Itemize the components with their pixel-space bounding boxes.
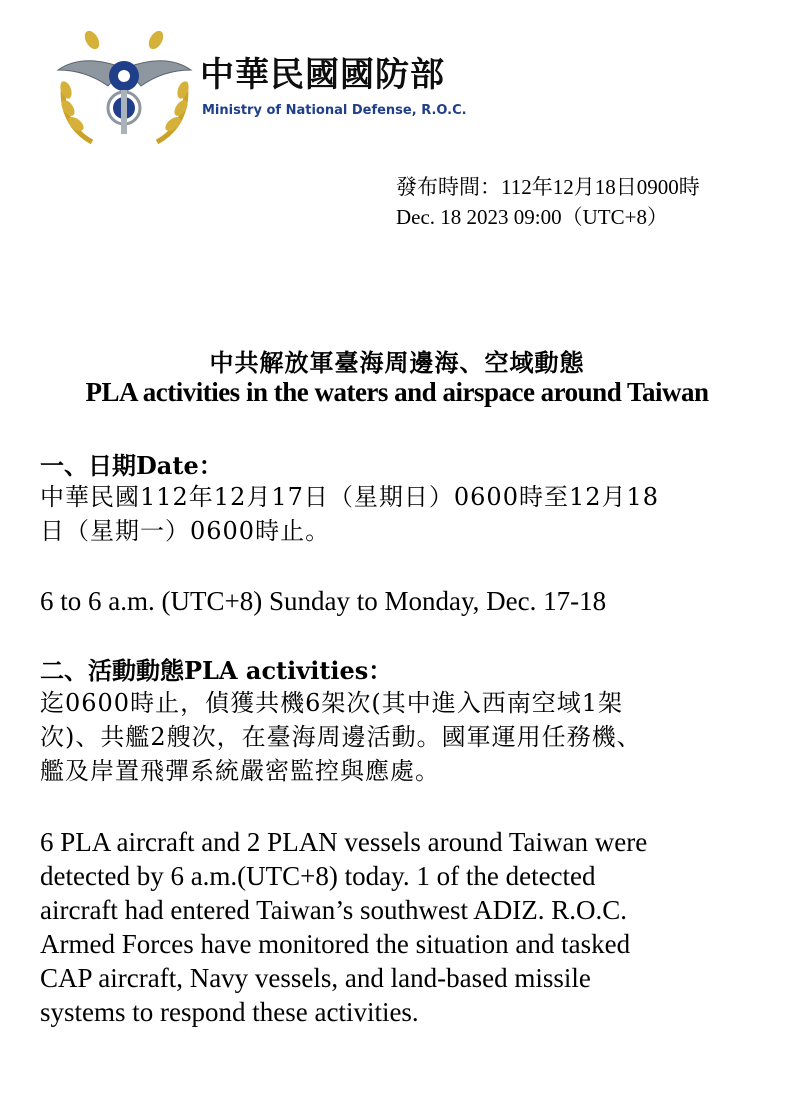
org-name-zh: 中華民國國防部 — [200, 55, 445, 95]
section-date-zh-line: 日（星期一）0600時止。 — [40, 517, 331, 545]
org-name-en: Ministry of National Defense, R.O.C. — [202, 103, 467, 118]
section-activities-zh-line: 艦及岸置飛彈系統嚴密監控與應處。 — [40, 757, 440, 785]
section-activities-zh-line: 次)、共艦2艘次，在臺海周邊活動。國軍運用任務機、 — [40, 723, 642, 751]
page-title-zh: 中共解放軍臺海周邊海、空域動態 — [209, 348, 585, 377]
section-activities-en-line: CAP aircraft, Navy vessels, and land-based missile — [40, 963, 591, 993]
page-title-en: PLA activities in the waters and airspace around Taiwan — [85, 377, 709, 407]
section-activities-en-line: detected by 6 a.m.(UTC+8) today. 1 of the detected — [40, 861, 596, 891]
section-activities-zh-line: 迄0600時止，偵獲共機6架次(其中進入西南空域1架 — [40, 689, 623, 717]
section-activities-en-line: Armed Forces have monitored the situation and tasked — [40, 929, 631, 959]
release-time-en: Dec. 18 2023 09:00（UTC+8） — [396, 205, 668, 229]
section-activities-en-line: aircraft had entered Taiwan’s southwest ADIZ. R.O.C. — [40, 895, 627, 925]
section-date-zh — [40, 480, 780, 548]
section-activities-zh — [40, 686, 794, 788]
section-activities-en — [40, 825, 780, 1029]
mnd-emblem-icon — [52, 30, 197, 146]
section-activities-en-line: systems to respond these activities. — [40, 997, 419, 1027]
section-date-zh-line: 中華民國112年12月17日（星期日）0600時至12月18 — [40, 483, 660, 511]
release-time — [396, 172, 700, 232]
section-activities-en-line: 6 PLA aircraft and 2 PLAN vessels around Taiwan were — [40, 827, 648, 857]
section-date-heading: 一、日期Date： — [40, 451, 223, 480]
section-date — [40, 446, 780, 481]
section-activities — [40, 651, 780, 686]
section-activities-heading: 二、活動動態PLA activities： — [40, 656, 393, 685]
release-time-zh: 發布時間：112年12月18日0900時 — [396, 175, 700, 199]
section-date-en: 6 to 6 a.m. (UTC+8) Sunday to Monday, Dec. 17-18 — [40, 586, 607, 616]
